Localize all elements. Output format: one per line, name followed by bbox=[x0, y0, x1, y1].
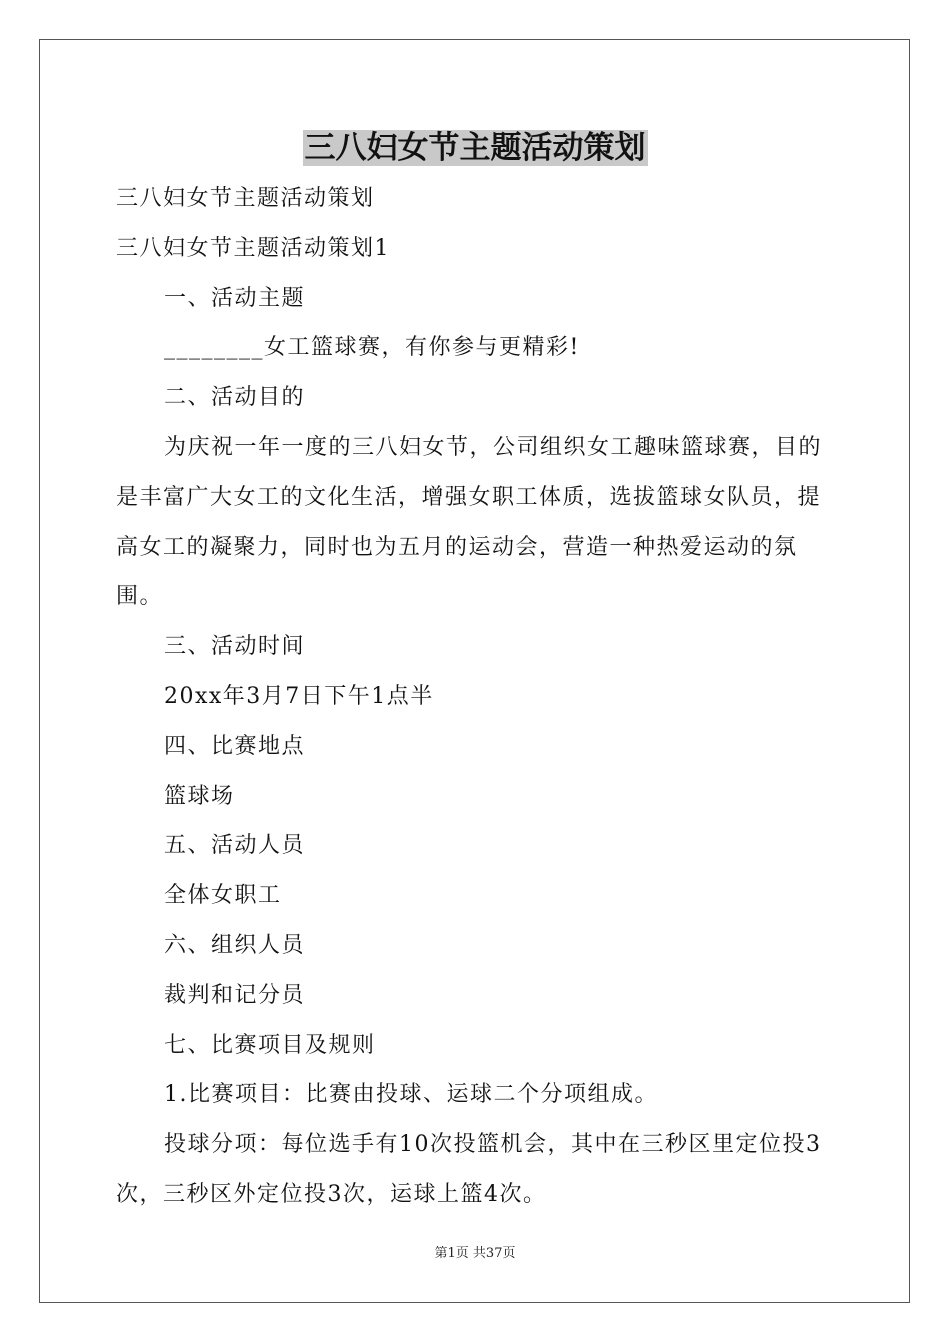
paragraph: 一、活动主题 bbox=[164, 285, 306, 311]
paragraph: 二、活动目的 bbox=[164, 385, 306, 411]
document-title bbox=[0, 126, 950, 170]
paragraph: 六、组织人员 bbox=[164, 932, 306, 958]
document-body bbox=[116, 174, 840, 1220]
paragraph: ________女工篮球赛，有你参与更精彩! bbox=[164, 335, 580, 361]
paragraph: 五、活动人员 bbox=[164, 833, 306, 859]
paragraph: 篮球场 bbox=[164, 783, 235, 809]
paragraph: 三八妇女节主题活动策划1 bbox=[116, 235, 390, 261]
paragraph: 全体女职工 bbox=[164, 883, 282, 909]
paragraph: 三八妇女节主题活动策划 bbox=[116, 186, 375, 211]
paragraph: 四、比赛地点 bbox=[164, 733, 306, 759]
paragraph: 1.比赛项目：比赛由投球、运球二个分项组成。 bbox=[164, 1082, 658, 1108]
page-footer: 第1页 共37页 bbox=[434, 1246, 516, 1261]
document-title-text: 三八妇女节主题活动策划 bbox=[304, 130, 646, 166]
paragraph: 裁判和记分员 bbox=[164, 982, 306, 1008]
paragraph: 为庆祝一年一度的三八妇女节，公司组织女工趣味篮球赛，目的是丰富广大女工的文化生活，增强女职工体质，选拔篮球女队员，提高女工的凝聚力，同时也为五月的运动会，营造一种热爱运动的氛围。 bbox=[116, 434, 823, 610]
paragraph: 投球分项：每位选手有10次投篮机会，其中在三秒区里定位投3次，三秒区外定位投3次，运球上篮4次。 bbox=[116, 1132, 822, 1207]
paragraph: 20xx年3月7日下午1点半 bbox=[164, 683, 434, 709]
paragraph: 七、比赛项目及规则 bbox=[164, 1032, 376, 1058]
paragraph: 三、活动时间 bbox=[164, 634, 306, 660]
